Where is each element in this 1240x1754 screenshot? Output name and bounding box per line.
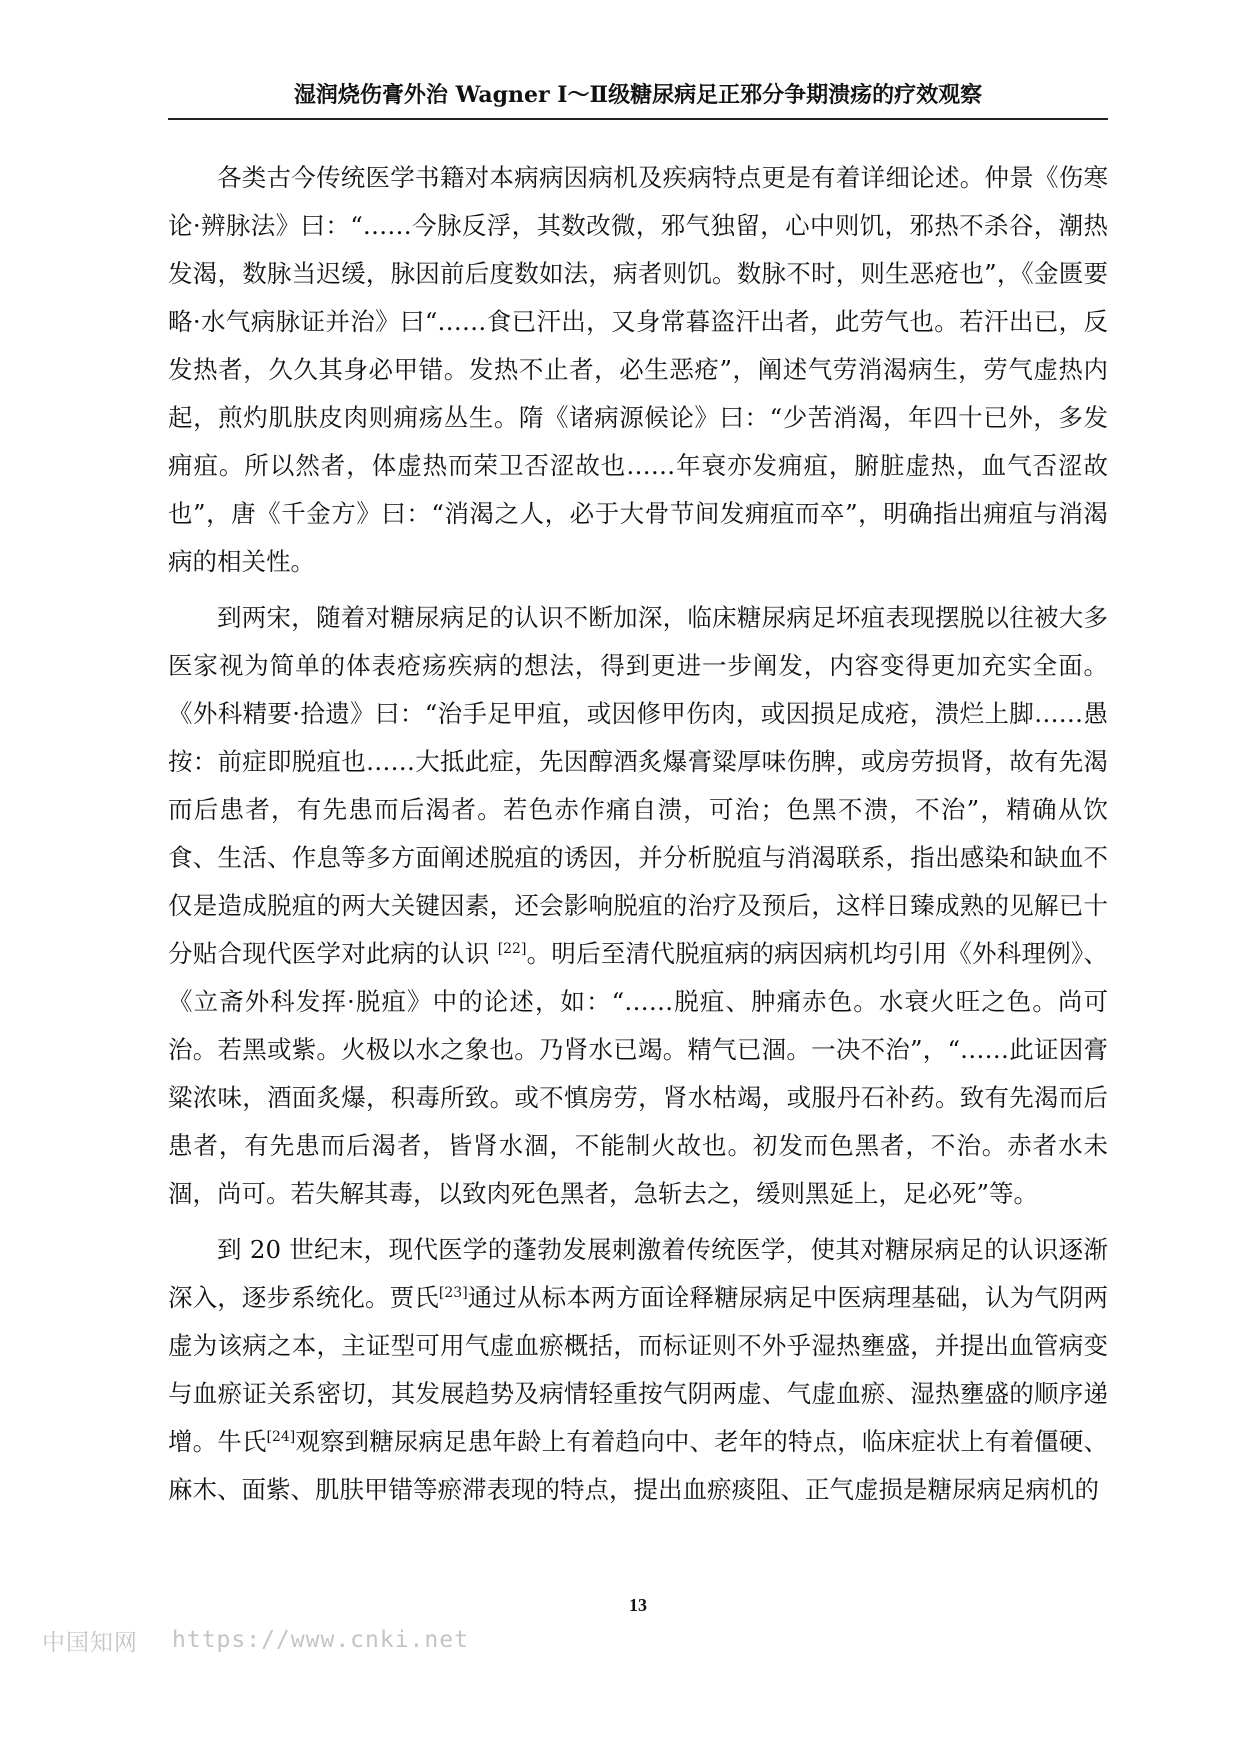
paragraph-text: 通过从标本两方面诠释糖尿病足中医病理基础，认为气阴两虚为该病之本，主证型可用气虚血瘀概括，而标证则不外乎湿热壅盛，并提出血管病变与血瘀证关系密切，其发展趋势及病情轻重按气阴两虚、气虚血瘀、湿热壅盛的顺序递增。牛氏 bbox=[168, 1283, 1109, 1456]
citation-ref: [22] bbox=[497, 941, 527, 957]
paragraph-text: 。明后至清代脱疽病的病因病机均引用《外科理例》、《立斋外科发挥·脱疽》中的论述，如：“……脱疽、肿痛赤色。水衰火旺之色。尚可治。若黑或紫。火极以水之象也。乃肾水已竭。精气已涸。一决不治”，“……此证因膏粱浓味，酒面炙爆，积毒所致。或不慎房劳，肾水枯竭，或服丹石补药。致有先渴而后患者，有先患而后渴者，皆肾水涸，不能制火故也。初发而色黑者，不治。赤者水未涸，尚可。若失解其毒，以致肉死色黑者，急斩去之，缓则黑延上，足必死”等。 bbox=[168, 939, 1108, 1208]
page-number: 13 bbox=[629, 1595, 647, 1615]
cnki-watermark bbox=[42, 1620, 469, 1660]
body-text bbox=[168, 154, 1108, 1522]
paragraph-text: 观察到糖尿病足患年龄上有着趋向中、老年的特点，临床症状上有着僵硬、麻木、面紫、肌肤甲错等瘀滞表现的特点，提出血瘀痰阻、正气虚损是糖尿病足病机的 bbox=[168, 1427, 1108, 1504]
paragraph bbox=[168, 154, 1108, 586]
citation-ref: [23] bbox=[438, 1285, 468, 1301]
paragraph-text: 到 20 世纪末，现代医学的蓬勃发展刺激着传统医学，使其对糖尿病足的认识逐渐深入，逐步系统化。贾氏 bbox=[168, 1235, 1108, 1312]
paragraph-text: 各类古今传统医学书籍对本病病因病机及疾病特点更是有着详细论述。仲景《伤寒论·辨脉法》曰：“……今脉反浮，其数改微，邪气独留，心中则饥，邪热不杀谷，潮热发渴，数脉当迟缓，脉因前后度数如法，病者则饥。数脉不时，则生恶疮也”，《金匮要略·水气病脉证并治》曰“……食已汗出，又身常暮盗汗出者，此劳气也。若汗出已，反发热者，久久其身必甲错。发热不止者，必生恶疮”，阐述气劳消渴病生，劳气虚热内起，煎灼肌肤皮肉则痈疡丛生。隋《诸病源候论》曰：“少苦消渴，年四十已外，多发痈疽。所以然者，体虚热而荣卫否涩故也……年衰亦发痈疽，腑脏虚热，血气否涩故也”，唐《千金方》曰：“消渴之人，必于大骨节间发痈疽而卒”，明确指出痈疽与消渴病的相关性。 bbox=[168, 163, 1108, 576]
citation-ref: [24] bbox=[266, 1429, 296, 1445]
header-rule bbox=[168, 118, 1108, 120]
watermark-url: https://www.cnki.net bbox=[172, 1627, 469, 1653]
watermark-name: 中国知网 bbox=[42, 1629, 138, 1656]
paragraph bbox=[168, 1226, 1108, 1514]
running-header-title: 湿润烧伤膏外治 Wagner Ⅰ～Ⅱ级糖尿病足正邪分争期溃疡的疗效观察 bbox=[293, 82, 983, 108]
paragraph-text: 到两宋，随着对糖尿病足的认识不断加深，临床糖尿病足坏疽表现摆脱以往被大多医家视为简单的体表疮疡疾病的想法，得到更进一步阐发，内容变得更加充实全面。《外科精要·拾遗》曰：“治手足甲疽，或因修甲伤肉，或因损足成疮，溃烂上脚……愚按：前症即脱疽也……大抵此症，先因醇酒炙爆膏粱厚味伤脾，或房劳损肾，故有先渴而后患者，有先患而后渴者。若色赤作痛自溃，可治；色黑不溃，不治”，精确从饮食、生活、作息等多方面阐述脱疽的诱因，并分析脱疽与消渴联系，指出感染和缺血不仅是造成脱疽的两大关键因素，还会影响脱疽的治疗及预后，这样日臻成熟的见解已十分贴合现代医学对此病的认识 bbox=[168, 603, 1108, 968]
paragraph bbox=[168, 594, 1108, 1218]
